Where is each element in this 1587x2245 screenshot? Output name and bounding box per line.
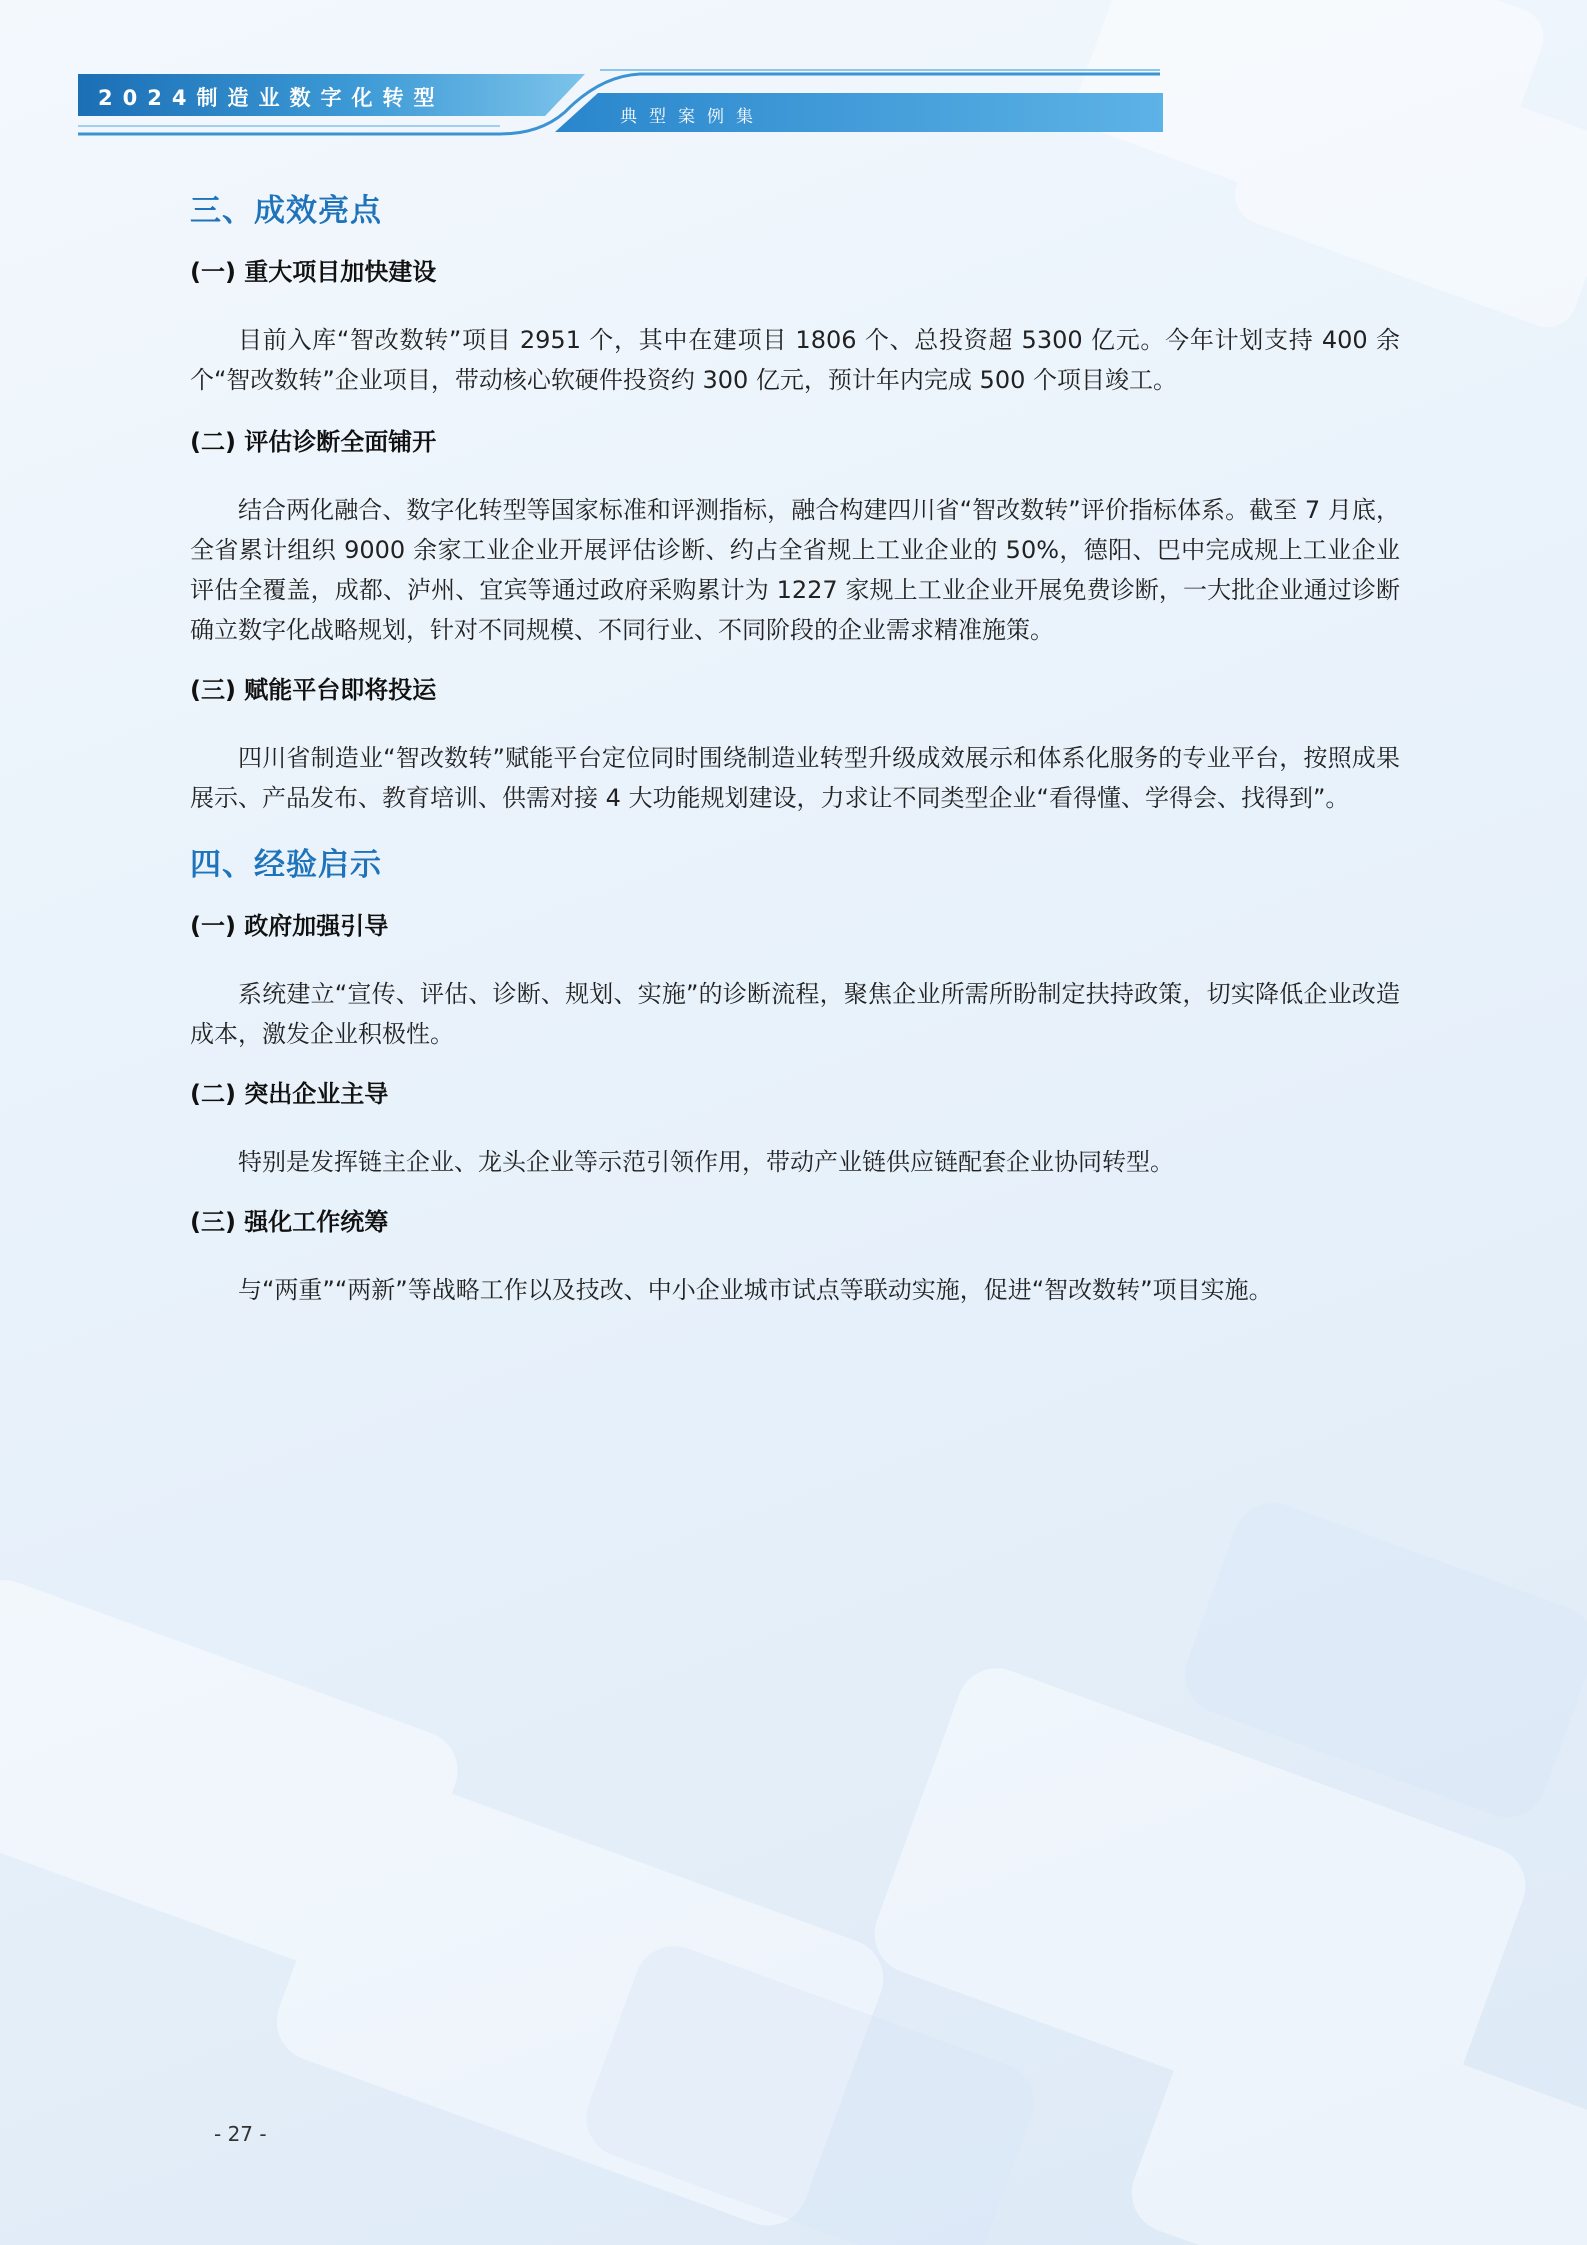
- document-body: [190, 188, 1400, 1310]
- subsection-heading: (三) 强化工作统筹: [190, 1208, 389, 1236]
- section-title-results: 三、成效亮点: [190, 193, 382, 229]
- section-title-lessons: 四、经验启示: [190, 847, 382, 883]
- page-number: - 27 -: [214, 2122, 267, 2146]
- paragraph: 特别是发挥链主企业、龙头企业等示范引领作用，带动产业链供应链配套企业协同转型。: [238, 1148, 1174, 1176]
- header-band: [0, 0, 1587, 160]
- subsection-heading: (一) 政府加强引导: [190, 912, 389, 940]
- subsection-heading: (二) 评估诊断全面铺开: [190, 428, 437, 456]
- paragraph: 四川省制造业“智改数转”赋能平台定位同时围绕制造业转型升级成效展示和体系化服务的专业平台，按照成果展示、产品发布、教育培训、供需对接 4 大功能规划建设，力求让不同类型企业“看得懂、学得会、找得到”。: [190, 744, 1400, 812]
- paragraph: 目前入库“智改数转”项目 2951 个，其中在建项目 1806 个、总投资超 5300 亿元。今年计划支持 400 余个“智改数转”企业项目，带动核心软硬件投资约 300 亿元，预计年内完成 500 个项目竣工。: [190, 326, 1400, 394]
- subsection-heading: (三) 赋能平台即将投运: [190, 676, 437, 704]
- paragraph: 结合两化融合、数字化转型等国家标准和评测指标，融合构建四川省“智改数转”评价指标体系。截至 7 月底，全省累计组织 9000 余家工业企业开展评估诊断、约占全省规上工业企业的 50%，德阳、巴中完成规上工业企业评估全覆盖，成都、泸州、宜宾等通过政府采购累计为 1227 家规上工业企业开展免费诊断，一大批企业通过诊断确立数字化战略规划，针对不同规模、不同行业、不同阶段的企业需求精准施策。: [190, 496, 1400, 644]
- subsection-heading: (一) 重大项目加快建设: [190, 258, 437, 286]
- header-title: 2024制造业数字化转型: [98, 86, 445, 110]
- paragraph: 系统建立“宣传、评估、诊断、规划、实施”的诊断流程，聚焦企业所需所盼制定扶持政策，切实降低企业改造成本，激发企业积极性。: [190, 980, 1400, 1048]
- subsection-heading: (二) 突出企业主导: [190, 1080, 389, 1108]
- header-subtitle: 典型案例集: [620, 107, 765, 127]
- paragraph: 与“两重”“两新”等战略工作以及技改、中小企业城市试点等联动实施，促进“智改数转”项目实施。: [238, 1276, 1273, 1304]
